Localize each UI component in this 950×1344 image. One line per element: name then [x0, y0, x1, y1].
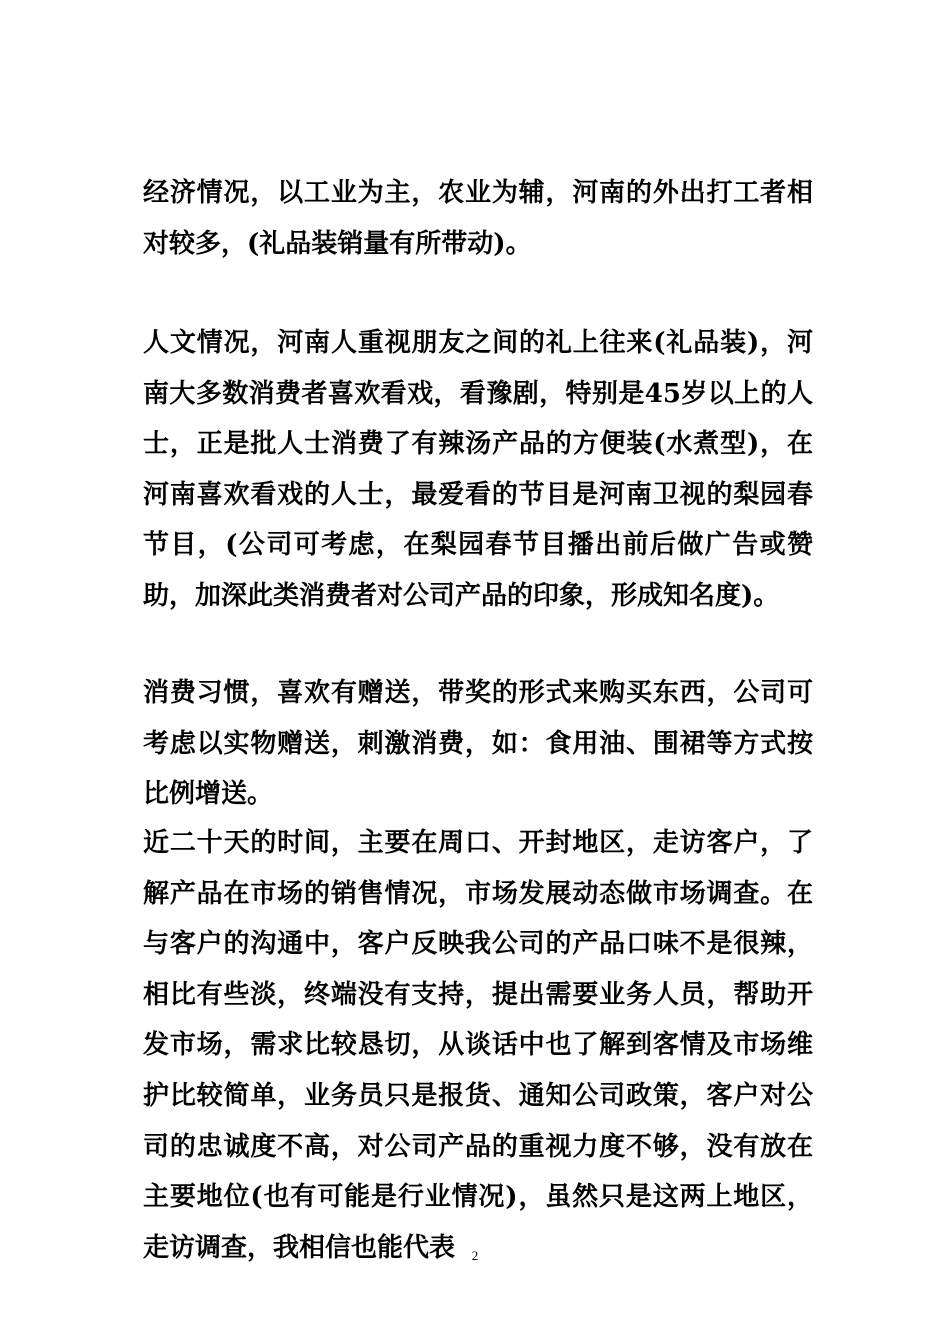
paragraph-consumption-habits: 消费习惯，喜欢有赠送，带奖的形式来购买东西，公司可考虑以实物赠送，刺激消费，如：食用油、围裙等方式按比例增送。: [143, 678, 813, 810]
paragraph-market-survey: 近二十天的时间，主要在周口、开封地区，走访客户，了解产品在市场的销售情况，市场发展动态做市场调查。在与客户的沟通中，客户反映我公司的产品口味不是很辣，相比有些淡，终端没有支持，提出需要业务人员，帮助开发市场，需求比较恳切，从谈话中也了解到客情及市场维护比较简单，业务员只是报货、通知公司政策，客户对公司的忠诚度不高，对公司产品的重视力度不够，没有放在主要地位(也有可能是行业情况)，虽然只是这两上地区，走访调查，我相信也能代表: [143, 828, 813, 1263]
paragraph-culture: 人文情况，河南人重视朋友之间的礼上往来(礼品装)，河南大多数消费者喜欢看戏，看豫剧，特别是45岁以上的人士，正是批人士消费了有辣汤产品的方便装(水煮型)，在河南喜欢看戏的人士，最爱看的节目是河南卫视的梨园春节目，(公司可考虑，在梨园春节目播出前后做广告或赞助，加深此类消费者对公司产品的印象，形成知名度)。: [143, 328, 813, 611]
page-number: 2: [471, 1248, 479, 1263]
paragraph-economy: 经济情况，以工业为主，农业为辅，河南的外出打工者相对较多，(礼品装销量有所带动)。: [143, 178, 813, 259]
